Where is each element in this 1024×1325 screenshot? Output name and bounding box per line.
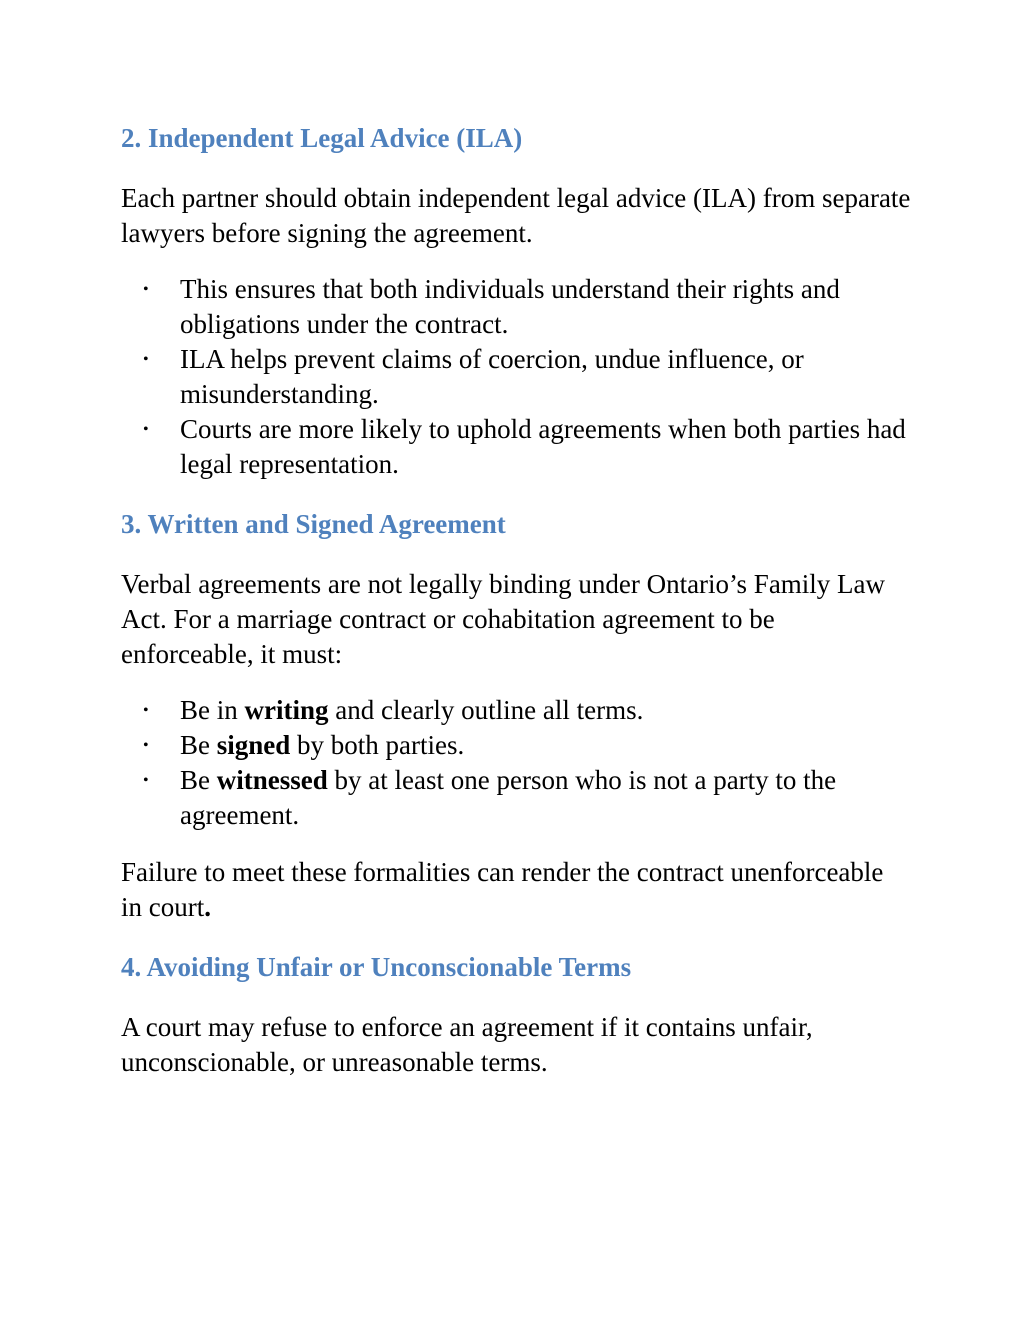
list-item-text: ILA helps prevent claims of coercion, undue influence, or misunderstanding. — [180, 344, 804, 409]
section-intro-ila: Each partner should obtain independent legal advice (ILA) from separate lawyers before signing the agreement. — [121, 183, 911, 248]
list-item — [121, 763, 911, 833]
list-item-post: by at least one person who is not a party to the agreement. — [180, 765, 837, 830]
bullet-icon: • — [143, 281, 149, 298]
list-item-post: and clearly outline all terms. — [328, 695, 644, 725]
bullet-icon: • — [143, 737, 149, 754]
list-item — [121, 728, 911, 763]
section-closing-written — [121, 855, 911, 925]
list-item-text: Courts are more likely to uphold agreements when both parties had legal representation. — [180, 414, 906, 479]
list-item-emphasis: witnessed — [216, 765, 328, 795]
bullet-icon: • — [143, 351, 149, 368]
list-item-pre: Be — [180, 765, 217, 795]
section-heading-ila: 2. Independent Legal Advice (ILA) — [121, 123, 523, 153]
list-item-emphasis: writing — [244, 695, 329, 725]
list-item-pre: Be in — [180, 695, 245, 725]
bullet-icon: • — [143, 702, 149, 719]
list-item — [121, 412, 911, 482]
list-item-pre: Be — [180, 730, 217, 760]
section-heading-written: 3. Written and Signed Agreement — [121, 509, 506, 539]
closing-text: Failure to meet these formalities can render the contract unenforceable in court — [121, 857, 884, 922]
section-intro-unfair: A court may refuse to enforce an agreement if it contains unfair, unconscionable, or unreasonable terms. — [121, 1012, 813, 1077]
list-item — [121, 693, 911, 728]
list-item-text: This ensures that both individuals understand their rights and obligations under the contract. — [180, 274, 840, 339]
closing-period: . — [204, 892, 211, 922]
bullet-icon: • — [143, 421, 149, 438]
section-heading-unfair: 4. Avoiding Unfair or Unconscionable Terms — [121, 952, 632, 982]
list-item — [121, 272, 911, 342]
document-page — [121, 118, 911, 1080]
bullet-icon: • — [143, 772, 149, 789]
list-item — [121, 342, 911, 412]
bullet-list-written — [121, 693, 911, 833]
list-item-emphasis: signed — [216, 730, 291, 760]
section-intro-written: Verbal agreements are not legally binding under Ontario’s Family Law Act. For a marriage contract or cohabitation agreement to be enforceable, it must: — [121, 569, 886, 669]
bullet-list-ila — [121, 272, 911, 482]
list-item-post: by both parties. — [290, 730, 465, 760]
